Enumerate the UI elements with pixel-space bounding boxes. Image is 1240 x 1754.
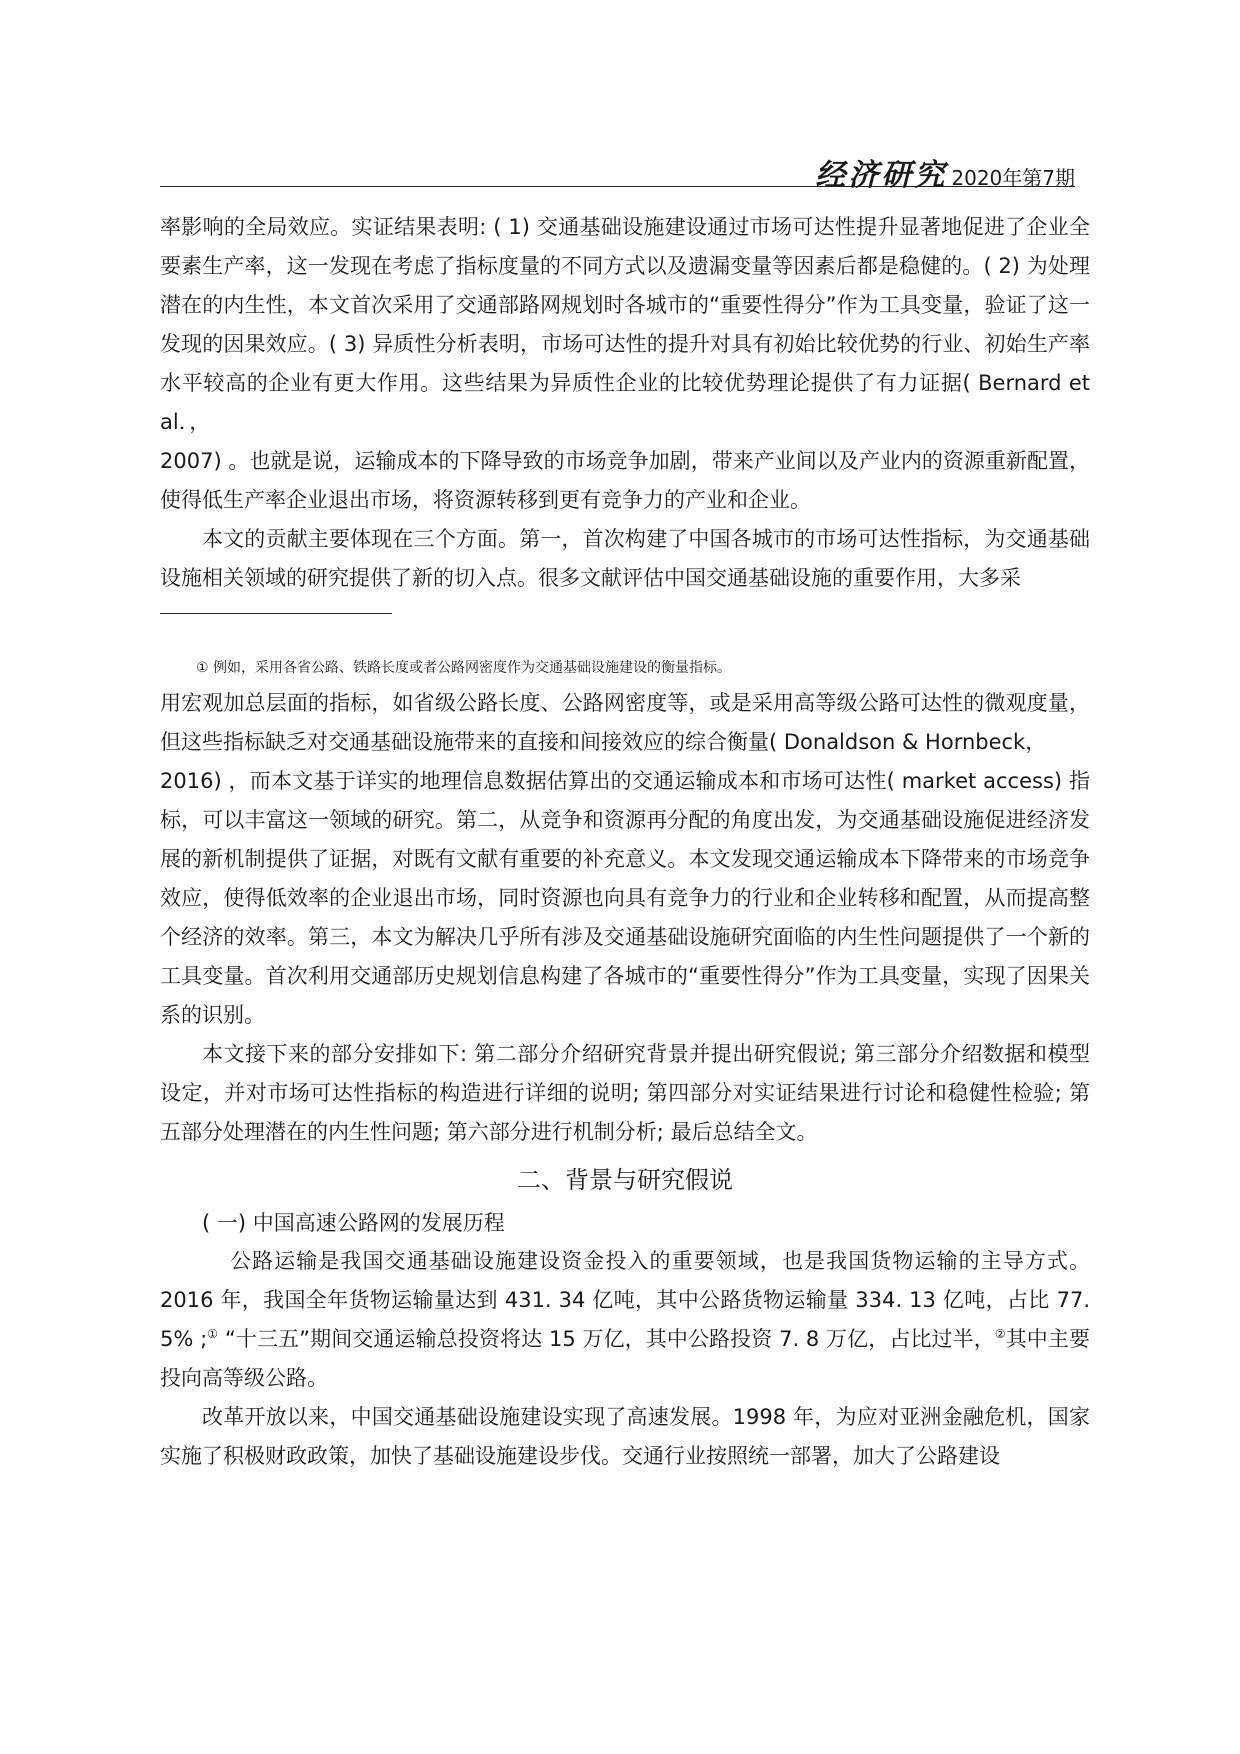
- paragraph: 率影响的全局效应。实证结果表明: ( 1) 交通基础设施建设通过市场可达性提升显著地促进了企业全要素生产率，这一发现在考虑了指标度量的不同方式以及遗漏变量等因素后都是稳健的。( 2) 为处理潜在的内生性，本文首次采用了交通部路网规划时各城市的“重要性得分”作为工具变量，验证了这一发现的因果效应。( 3) 异质性分析表明，市场可达性的提升对具有初始比较优势的行业、初始生产率水平较高的企业有更大作用。这些结果为异质性企业的比较优势理论提供了有力证据( Bernard et al．，: [160, 215, 1090, 434]
- paragraph: 本文的贡献主要体现在三个方面。第一，首次构建了中国各城市的市场可达性指标，为交通基础设施相关领域的研究提供了新的切入点。很多文献评估中国交通基础设施的重要作用，大多采: [160, 527, 1090, 590]
- subsection-heading: ( 一) 中国高速公路网的发展历程: [202, 1211, 505, 1235]
- footnote-marker: ①: [207, 1327, 219, 1341]
- footnote: ① 例如，采用各省公路、铁路长度或者公路网密度作为交通基础设施建设的衡量指标。: [196, 660, 731, 676]
- footnote-divider: [160, 613, 392, 614]
- page-body: [160, 208, 1090, 1476]
- paragraph: 本文接下来的部分安排如下: 第二部分介绍研究背景并提出研究假说; 第三部分介绍数据和模型设定，并对市场可达性指标的构造进行详细的说明; 第四部分对实证结果进行讨论和稳健性检验; 第五部分处理潜在的内生性问题; 第六部分进行机制分析; 最后总结全文。: [160, 1042, 1090, 1144]
- paragraph: 改革开放以来，中国交通基础设施建设实现了高速发展。1998 年，为应对亚洲金融危机，国家实施了积极财政政策，加快了基础设施建设步伐。交通行业按照统一部署，加大了公路建设: [160, 1405, 1090, 1468]
- footnote-marker: ②: [994, 1327, 1006, 1341]
- paragraph: 2016) ，而本文基于详实的地理信息数据估算出的交通运输成本和市场可达性( market access) 指标，可以丰富这一领域的研究。第二，从竞争和资源再分配的角度出发，为交通基础设施促进经济发展的新机制提供了证据，对既有文献有重要的补充意义。本文发现交通运输成本下降带来的市场竞争效应，使得低效率的企业退出市场，同时资源也向具有竞争力的行业和企业转移和配置，从而提高整个经济的效率。第三，本文为解决几乎所有涉及交通基础设施研究面临的内生性问题提供了一个新的工具变量。首次利用交通部历史规划信息构建了各城市的“重要性得分”作为工具变量，实现了因果关系的识别。: [160, 769, 1090, 1027]
- paragraph-text: “十三五”期间交通运输总投资将达 15 万亿，其中公路投资 7. 8 万亿，占比过半，: [218, 1327, 995, 1351]
- journal-logo: 经济研究: [815, 158, 948, 193]
- paragraph-text: 公路运输是我国交通基础设施建设资金投入的重要领域，也是我国货物运输的主导方式。 2016 年，我国全年货物运输量达到 431. 34 亿吨，其中公路货物运输量 334. 13 亿吨，占比 77. 5% ;: [160, 1249, 1090, 1351]
- page-header: [160, 150, 1075, 193]
- paragraph-text: 其中主要投向高等级公路。: [160, 1327, 1090, 1390]
- journal-issue: 2020年第7期: [951, 166, 1075, 190]
- journal-title: [815, 150, 1075, 194]
- paragraph: 用宏观加总层面的指标，如省级公路长度、公路网密度等，或是采用高等级公路可达性的微观度量，但这些指标缺乏对交通基础设施带来的直接和间接效应的综合衡量( Donaldson & Hornbeck，: [160, 691, 1090, 754]
- section-heading: 二、背景与研究假说: [517, 1166, 733, 1194]
- paragraph: [160, 1242, 1090, 1398]
- paragraph: 2007) 。也就是说，运输成本的下降导致的市场竞争加剧，带来产业间以及产业内的资源重新配置，使得低生产率企业退出市场，将资源转移到更有竞争力的产业和企业。: [160, 449, 1090, 512]
